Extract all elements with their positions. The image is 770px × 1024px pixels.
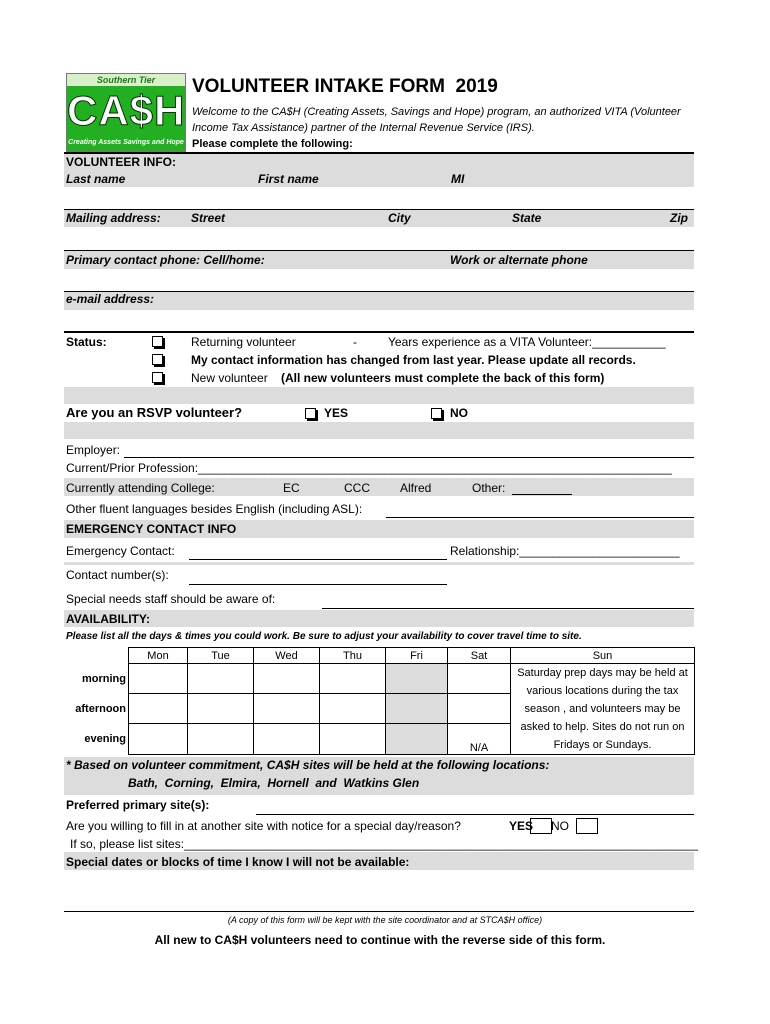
avail-cell[interactable]: [188, 694, 254, 724]
state-label[interactable]: State: [512, 211, 542, 225]
copy-note: (A copy of this form will be kept with the site coordinator and at STCA$H office): [227, 915, 543, 925]
site-locations: Bath, Corning, Elmira, Hornell and Watkins Glen: [128, 776, 420, 790]
fill-in-yes-box[interactable]: [530, 818, 552, 834]
avail-cell[interactable]: [129, 724, 188, 755]
status-rule: [64, 331, 694, 333]
employer-line[interactable]: [124, 457, 694, 458]
primary-phone-label[interactable]: Primary contact phone: Cell/home:: [66, 253, 265, 267]
sunday-note-line: season , and volunteers may be: [524, 703, 681, 715]
sunday-note-line: asked to help. Sites do not run on: [520, 721, 685, 733]
status-bottom-bar: [64, 387, 694, 404]
period-label: evening: [84, 733, 126, 745]
sunday-note-line: various locations during the tax: [526, 685, 679, 697]
rsvp-bar: [64, 422, 694, 439]
day-header: Sat: [448, 648, 511, 664]
fill-in-question: Are you willing to fill in at another site with notice for a special day/reason?: [66, 819, 461, 833]
instruction-text: Please complete the following:: [192, 138, 353, 150]
avail-cell[interactable]: [129, 694, 188, 724]
availability-instruction: Please list all the days & times you could work. Be sure to adjust your availability to cover travel time to site.: [66, 631, 582, 642]
avail-cell[interactable]: [188, 664, 254, 694]
college-ccc[interactable]: CCC: [344, 481, 370, 495]
avail-cell[interactable]: [448, 694, 511, 724]
status-label: Status:: [66, 335, 107, 349]
avail-cell[interactable]: [320, 664, 386, 694]
rsvp-no-checkbox[interactable]: [431, 408, 442, 419]
fill-in-no-box[interactable]: [576, 818, 598, 834]
city-label[interactable]: City: [388, 211, 411, 225]
day-header: Thu: [320, 648, 386, 664]
emergency-heading: EMERGENCY CONTACT INFO: [66, 522, 237, 536]
name-bar: [64, 170, 694, 187]
languages-line[interactable]: [386, 517, 694, 518]
availability-table: [64, 647, 695, 755]
special-needs-line[interactable]: [322, 608, 694, 609]
zip-label[interactable]: Zip: [670, 211, 688, 225]
footer-rule: [64, 911, 694, 912]
new-volunteer-label: New volunteer: [191, 371, 268, 385]
mi-label[interactable]: MI: [451, 172, 465, 186]
period-label: afternoon: [75, 702, 126, 715]
logo-tagline: Creating Assets Savings and Hope: [68, 139, 184, 146]
fill-in-yes-label: YES: [509, 819, 534, 833]
sites-note: * Based on volunteer commitment, CA$H sites will be held at the following locations:: [66, 758, 550, 772]
college-other-line[interactable]: [512, 494, 572, 495]
street-label[interactable]: Street: [191, 211, 226, 225]
returning-label: Returning volunteer: [191, 335, 296, 349]
first-name-label[interactable]: First name: [258, 172, 319, 186]
avail-cell[interactable]: [448, 664, 511, 694]
preferred-site-label: Preferred primary site(s):: [66, 798, 210, 812]
emergency-contact-label: Emergency Contact:: [66, 544, 175, 558]
work-phone-label[interactable]: Work or alternate phone: [450, 253, 588, 267]
welcome-line-1: Welcome to the CA$H (Creating Assets, Savings and Hope) program, an authorized VITA (Volunteer: [192, 106, 681, 118]
period-label: morning: [82, 672, 126, 685]
avail-cell[interactable]: [129, 664, 188, 694]
avail-cell[interactable]: [320, 724, 386, 755]
day-header: Wed: [254, 648, 320, 664]
avail-cell[interactable]: [320, 694, 386, 724]
sunday-note-line: Fridays or Sundays.: [553, 739, 652, 751]
welcome-line-2: Income Tax Assistance) partner of the Internal Revenue Service (IRS).: [192, 122, 535, 134]
contact-number-line[interactable]: [189, 584, 447, 585]
day-header: Tue: [188, 648, 254, 664]
volunteer-info-heading: VOLUNTEER INFO:: [66, 155, 176, 169]
form-title: VOLUNTEER INTAKE FORM 2019: [192, 76, 498, 97]
saturday-evening-cell: N/A: [448, 724, 511, 755]
rsvp-yes-checkbox[interactable]: [305, 408, 316, 419]
new-volunteer-checkbox[interactable]: [152, 372, 163, 383]
volunteer-info-rule: [64, 152, 694, 154]
last-name-label[interactable]: Last name: [66, 172, 126, 186]
rsvp-yes-label: YES: [324, 406, 349, 420]
sunday-note-line: Saturday prep days may be held at: [517, 667, 688, 679]
availability-heading: AVAILABILITY:: [66, 612, 150, 626]
profession-field[interactable]: Current/Prior Profession:_______________________________________________________________________: [66, 461, 672, 475]
college-other-label: Other:: [472, 481, 506, 495]
avail-cell-closed: [386, 694, 448, 724]
avail-cell[interactable]: [254, 694, 320, 724]
new-volunteer-note: (All new volunteers must complete the back of this form): [281, 371, 605, 385]
rsvp-no-label: NO: [450, 406, 468, 420]
fill-in-no-label: NO: [551, 819, 569, 833]
emergency-bar-2: [64, 562, 694, 565]
changed-info-checkbox[interactable]: [152, 354, 163, 365]
day-header: Fri: [386, 648, 448, 664]
avail-cell[interactable]: [254, 664, 320, 694]
languages-label: Other fluent languages besides English (including ASL):: [66, 502, 363, 516]
relationship-field[interactable]: Relationship:________________________: [450, 544, 680, 558]
day-header: Sun: [511, 648, 695, 664]
years-experience-field[interactable]: Years experience as a VITA Volunteer:___________: [388, 335, 666, 349]
employer-label: Employer:: [66, 443, 121, 457]
college-alfred[interactable]: Alfred: [400, 481, 432, 495]
avail-cell[interactable]: [188, 724, 254, 755]
emergency-contact-line[interactable]: [189, 559, 447, 560]
preferred-site-line[interactable]: [256, 814, 694, 815]
rsvp-question: Are you an RSVP volunteer?: [66, 405, 243, 420]
logo-main-text: CA$H: [67, 87, 186, 134]
mailing-address-label[interactable]: Mailing address:: [66, 211, 161, 225]
email-label[interactable]: e-mail address:: [66, 292, 155, 306]
email-bar: [64, 292, 694, 310]
list-sites-field[interactable]: If so, please list sites:_____________________________________________________________________________: [70, 837, 698, 851]
college-ec[interactable]: EC: [283, 481, 300, 495]
logo: [66, 73, 186, 152]
avail-cell[interactable]: [254, 724, 320, 755]
reverse-side-note: All new to CA$H volunteers need to continue with the reverse side of this form.: [154, 933, 606, 947]
avail-cell-closed: [386, 724, 448, 755]
changed-info-label: My contact information has changed from last year. Please update all records.: [191, 353, 636, 367]
sunday-note: [511, 664, 695, 755]
returning-checkbox[interactable]: [152, 336, 163, 347]
day-header: Mon: [129, 648, 188, 664]
avail-cell-closed: [386, 664, 448, 694]
unavailable-label[interactable]: Special dates or blocks of time I know I will not be available:: [66, 855, 410, 869]
logo-top-text: Southern Tier: [67, 74, 185, 86]
status-dash: -: [353, 335, 357, 349]
college-label: Currently attending College:: [66, 481, 215, 495]
contact-number-label: Contact number(s):: [66, 568, 169, 582]
availability-bar: [64, 610, 694, 627]
special-needs-label: Special needs staff should be aware of:: [66, 592, 276, 606]
